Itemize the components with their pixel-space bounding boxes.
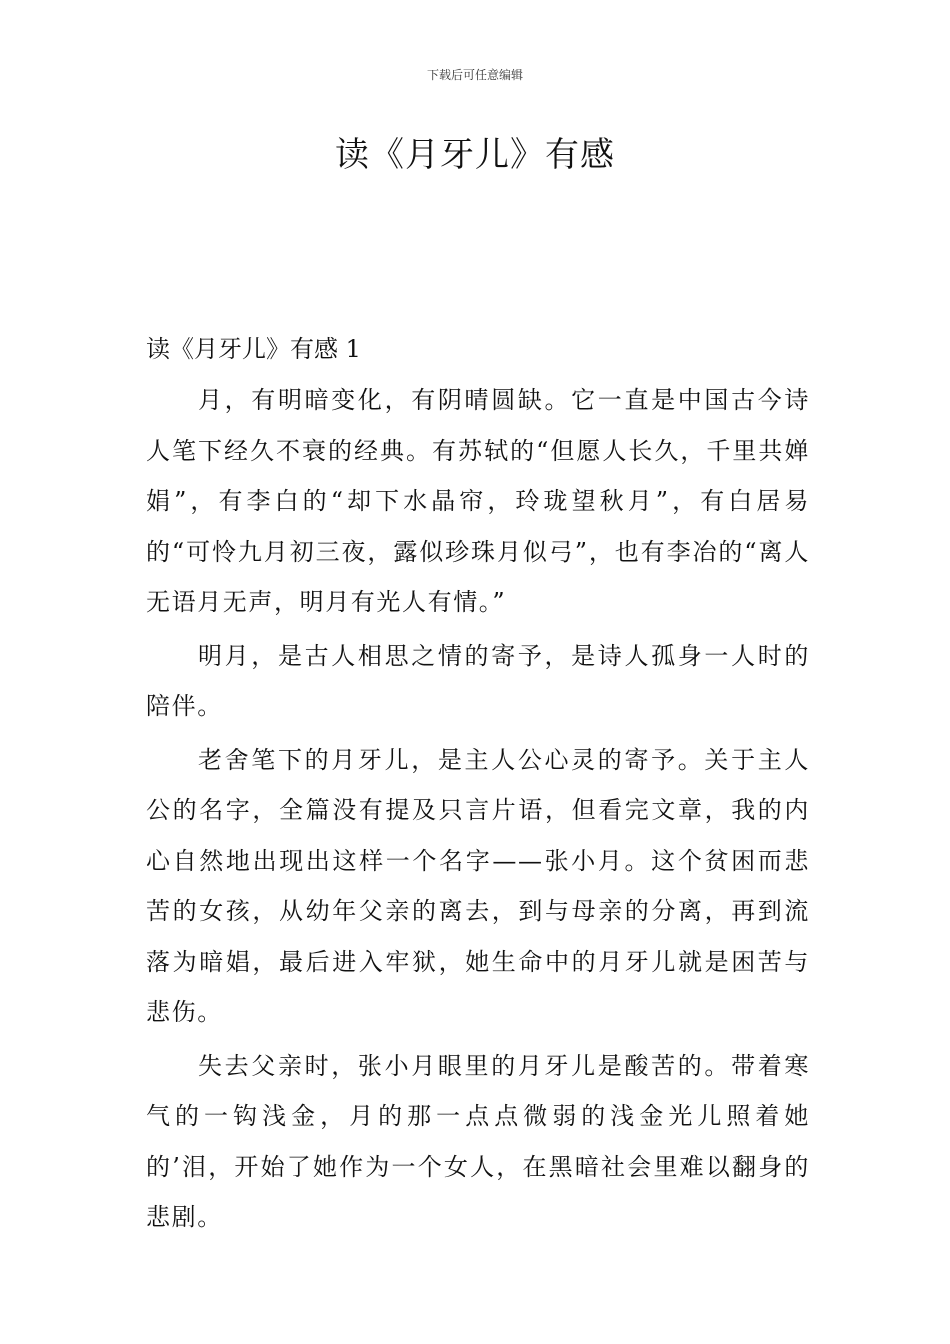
paragraph-2: 明月，是古人相思之情的寄予，是诗人孤身一人时的陪伴。 (146, 641, 810, 720)
header-note: 下载后可任意编辑 (426, 68, 523, 82)
paragraph-1: 月，有明暗变化，有阴晴圆缺。它一直是中国古今诗人笔下经久不衰的经典。有苏轼的“但愿人长久，千里共婵娟”，有李白的“却下水晶帘，玲珑望秋月”，有白居易的“可怜九月初三夜，露似珍珠月似弓”，也有李冶的“离人无语月无声，明月有光人有情。” (146, 386, 810, 616)
paragraph-4: 失去父亲时，张小月眼里的月牙儿是酸苦的。带着寒气的一钩浅金，月的那一点点微弱的浅金光儿照着她的’泪，开始了她作为一个女人，在黑暗社会里难以翻身的悲剧。 (146, 1051, 810, 1231)
section-heading: 读《月牙儿》有感 1 (146, 335, 361, 363)
article-body (146, 330, 810, 1246)
paragraph-3: 老舍笔下的月牙儿，是主人公心灵的寄予。关于主人公的名字，全篇没有提及只言片语，但看完文章，我的内心自然地出现出这样一个名字——张小月。这个贫困而悲苦的女孩，从幼年父亲的离去，到与母亲的分离，再到流落为暗娼，最后进入牢狱，她生命中的月牙儿就是困苦与悲伤。 (146, 745, 810, 1026)
document-title: 读《月牙儿》有感 (335, 135, 615, 175)
